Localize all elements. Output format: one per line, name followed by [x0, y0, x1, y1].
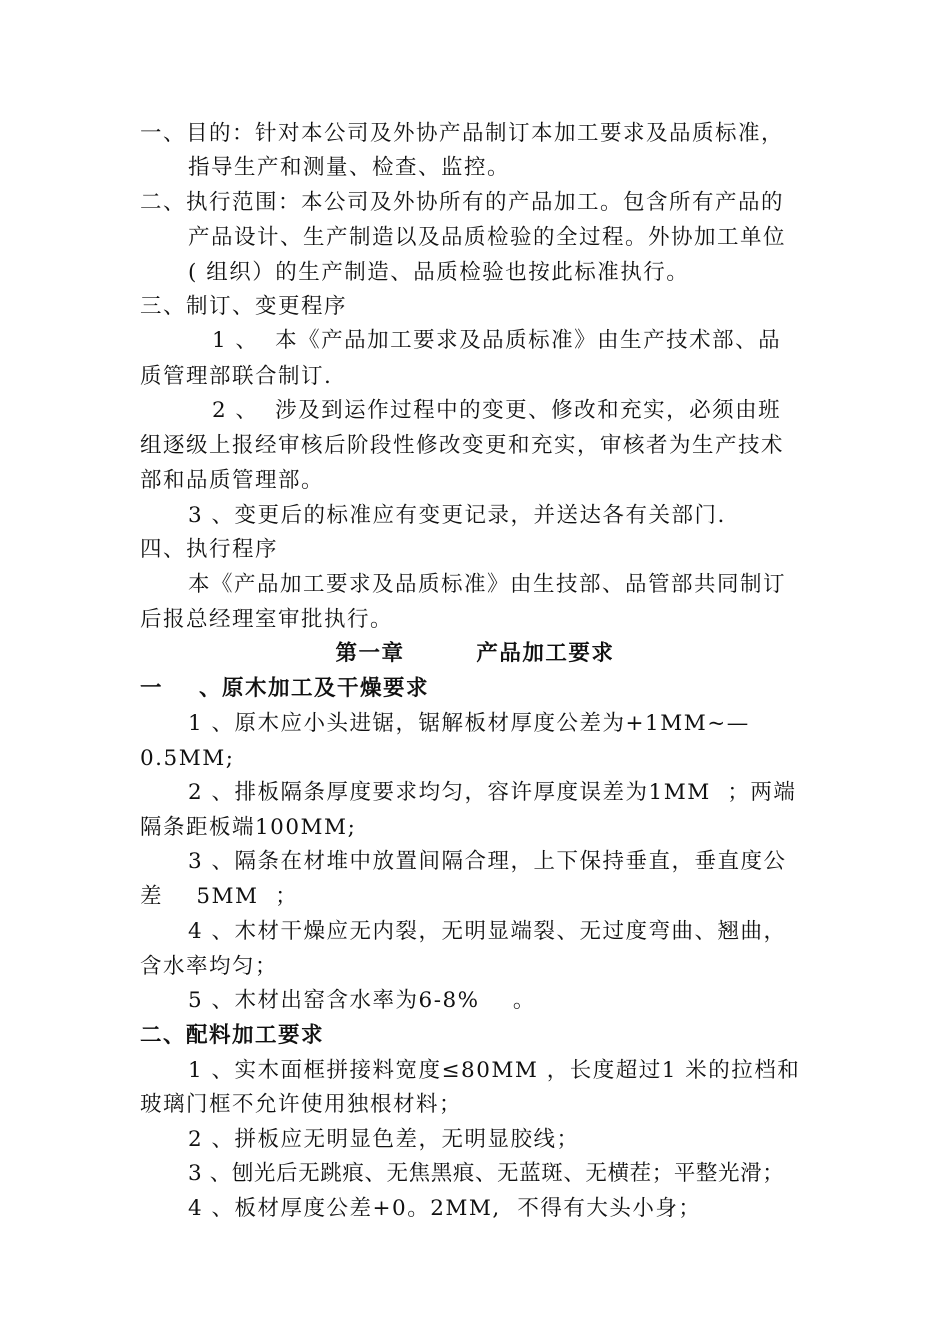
list-item-line: 隔条距板端100MM; — [140, 815, 357, 840]
section-1-heading-line: 一、目的：针对本公司及外协产品制订本加工要求及品质标准， — [140, 121, 785, 146]
chapter-title: 第一章 产品加工要求 — [335, 641, 615, 666]
list-item-line: 4 、木材干燥应无内裂，无明显端裂、无过度弯曲、翘曲， — [188, 919, 787, 944]
list-item-line: 含水率均匀； — [140, 954, 279, 979]
list-item-line: 差 5MM ； — [140, 884, 299, 909]
list-item-line: 玻璃门框不允许使用独根材料； — [140, 1092, 463, 1117]
subsection-heading: 一 、原木加工及干燥要求 — [140, 676, 429, 701]
paragraph-line: 组逐级上报经审核后阶段性修改变更和充实，审核者为生产技术 — [140, 433, 785, 458]
list-item-line: 4 、板材厚度公差+0。2MM, 不得有大头小身； — [188, 1196, 702, 1221]
section-4-heading: 四、执行程序 — [140, 537, 279, 562]
list-item-line: 5 、木材出窑含水率为6-8% 。 — [188, 988, 536, 1013]
list-item-line: 3 、隔条在材堆中放置间隔合理，上下保持垂直，垂直度公 — [188, 849, 787, 874]
list-item-line: 2 、拼板应无明显色差，无明显胶线； — [188, 1127, 580, 1152]
paragraph-line: 后报总经理室审批执行。 — [140, 607, 394, 632]
paragraph-line: 2 、 涉及到运作过程中的变更、修改和充实，必须由班 — [212, 398, 782, 423]
section-2-text-line: 产品设计、生产制造以及品质检验的全过程。外协加工单位 — [188, 225, 787, 250]
paragraph-line: 部和品质管理部。 — [140, 468, 325, 493]
paragraph-line: 3 、变更后的标准应有变更记录，并送达各有关部门. — [188, 503, 726, 528]
list-item-line: 2 、排板隔条厚度要求均匀，容许厚度误差为1MM ；两端 — [188, 780, 797, 805]
subsection-heading: 二、配料加工要求 — [140, 1023, 325, 1048]
section-3-heading: 三、制订、变更程序 — [140, 294, 348, 319]
section-1-text-line: 指导生产和测量、检查、监控。 — [188, 155, 511, 180]
paragraph-line: 本《产品加工要求及品质标准》由生技部、品管部共同制订 — [188, 572, 787, 597]
list-item-line: 3 、刨光后无跳痕、无焦黑痕、无蓝斑、无横茬；平整光滑； — [188, 1161, 785, 1186]
section-2-text-line: ( 组织）的生产制造、品质检验也按此标准执行。 — [188, 260, 690, 285]
paragraph-line: 1 、 本《产品加工要求及品质标准》由生产技术部、品 — [212, 328, 782, 353]
paragraph-line: 质管理部联合制订. — [140, 364, 333, 389]
list-item-line: 1 、实木面框拼接料宽度≤80MM ，长度超过1 米的拉档和 — [188, 1058, 801, 1083]
list-item-line: 0.5MM; — [140, 746, 235, 771]
section-2-heading-line: 二、执行范围：本公司及外协所有的产品加工。包含所有产品的 — [140, 190, 785, 215]
list-item-line: 1 、原木应小头进锯，锯解板材厚度公差为+1MM~— — [188, 711, 750, 736]
